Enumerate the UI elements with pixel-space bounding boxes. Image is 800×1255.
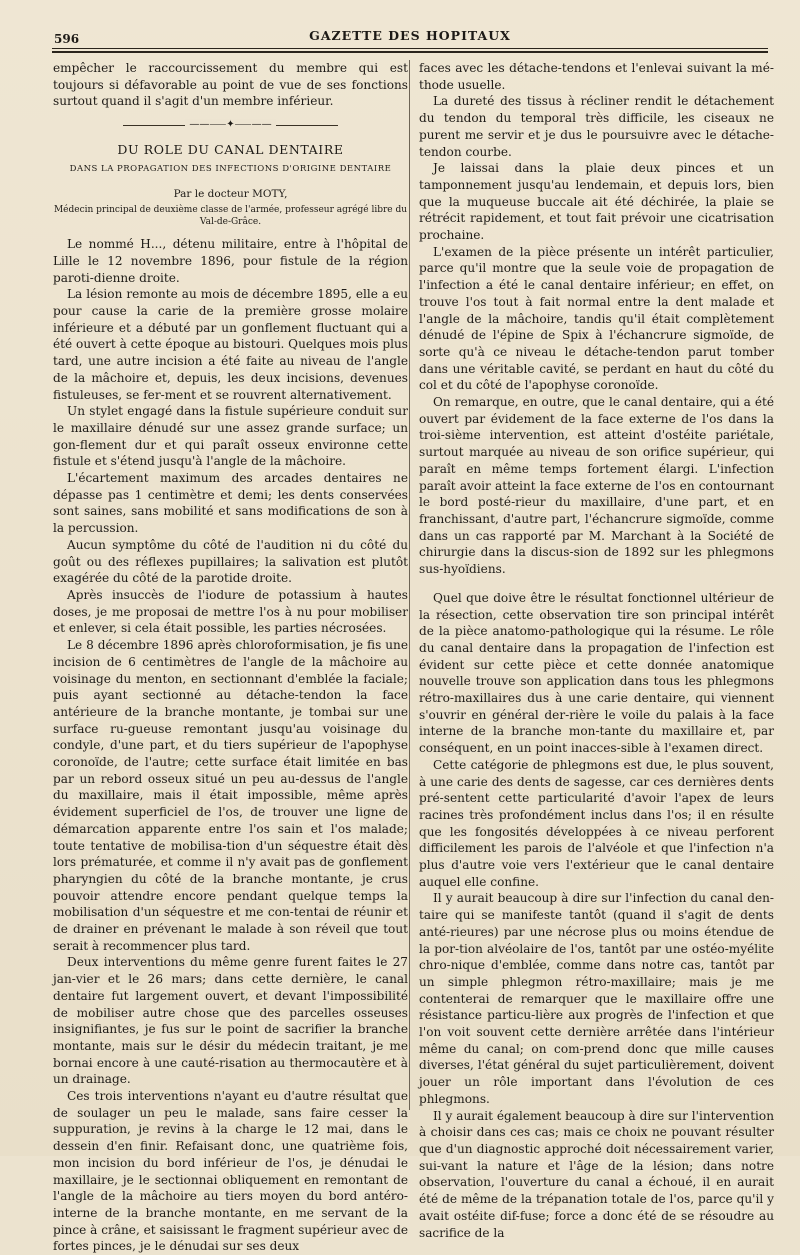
body-paragraph: L'examen de la pièce présente un intérêt particulier, parce qu'il montre que la seule voie de propagation de l'infection a été le canal dentaire inférieur; en effet, on trouve l'os tout à fait normal entre la dent malade et l'angle de la mâchoire, tandis qu'il était complètement dénudé de l'épine de Spix à l'échancrure sigmoïde, de sorte qu'à ce niveau le détache-tendon parut tomber dans une véritable cavité, se perdant en haut du côté du col et du côté de l'apophyse coronoïde.: [419, 244, 774, 393]
body-paragraph: La dureté des tissus à récliner rendit le détachement du tendon du temporal très difficile, les ciseaux ne purent me servir et je dus le poursuivre avec le détache-tendon courbe.: [419, 94, 774, 159]
body-paragraph: L'écartement maximum des arcades dentaires ne dépasse pas 1 centimètre et demi; les dents conservées sont saines, sans mobilité et sans modifications de son à la percussion.: [53, 471, 408, 536]
body-paragraph: Deux interventions du même genre furent faites le 27 jan-vier et le 26 mars; dans cette dernière, le canal dentaire fut largement ouvert, et devant l'impossibilité de mobiliser autre chose que des parcelles osseuses insignifiantes, je fus sur le point de sacrifier la branche montante, mais sur le désir du médecin traitant, je me bornai encore à une cauté-risation au thermocautère et à un drainage.: [53, 955, 408, 1087]
body-paragraph: Quel que doive être le résultat fonctionnel ultérieur de la résection, cette observation tire son principal intérêt de la pièce anatomo-pathologique qui la résume. Le rôle du canal dentaire dans la propagation de l'infection est évident sur cette pièce et cette donnée anatomique nouvelle trouve son application dans tous les phlegmons rétro-maxillaires dus à une carie dentaire, qui viennent s'ouvrir en général der-rière le voile du palais à la face interne de la branche mon-tante du maxillaire et, par conséquent, en un point inacces-sible à l'examen direct.: [419, 590, 774, 756]
body-paragraph: Il y aurait beaucoup à dire sur l'infection du canal den-taire qui se manifeste tantôt (quand il s'agit de dents anté-rieures) par une nécrose plus ou moins étendue de la por-tion alvéolaire de l'os, tantôt par une ostéo-myélite chro-nique d'emblée, comme dans notre cas, tantôt par un simple phlegmon rétro-maxillaire; mais je me contenterai de remarquer que le maxillaire offre une résistance particu-lière aux progrès de l'infection et que l'on voit souvent cette dernière arrêtée dans l'intérieur même du canal; on com-prend donc que mille causes diverses, l'état général du sujet particulièrement, doivent jouer un rôle important dans l'évolution de ces phlegmons.: [419, 891, 774, 1106]
body-paragraph: Le 8 décembre 1896 après chloroformisation, je fis une incision de 6 centimètres de l'angle de la mâchoire au voisinage du menton, en sectionnant d'emblée la faciale; puis ayant sectionné au détache-tendon la face antérieure de la branche montante, je tombai sur une surface ru-gueuse remontant jusqu'au voisinage du condyle, d'une part, et du tiers supérieur de l'apophyse coronoïde, de l'autre; cette surface était limitée en bas par un rebord osseux situé un peu au-dessus de l'angle du maxillaire, mais il était impossible, même après évidement superficiel de l'os, de trouver une ligne de démarcation apparente entre l'os sain et l'os malade; toute tentative de mobilisa-tion d'un séquestre était dès lors prématurée, et comme il n'y avait pas de gonflement pharyngien du côté de la branche montante, je crus pouvoir attendre encore pendant quelque temps la mobilisation d'un séquestre et me con-tentai de réunir et de drainer en prévenant le malade à son réveil que tout serait à recommencer plus tard.: [53, 638, 408, 953]
paragraph-gap: [419, 578, 774, 590]
right-column: [419, 60, 774, 1241]
section-ornament: [53, 120, 408, 132]
header-rule: [52, 48, 768, 49]
body-paragraph: Le nommé H..., détenu militaire, entre à l'hôpital de Lille le 12 novembre 1896, pour fistule de la région paroti-dienne droite.: [53, 237, 408, 285]
body-paragraph: Je laissai dans la plaie deux pinces et un tamponnement jusqu'au lendemain, et depuis lors, bien que la muqueuse buccale ait été déchirée, la plaie se rétrécit rapidement, et tout fait prévoir une cicatrisation prochaine.: [419, 161, 774, 243]
author-title: Médecin principal de deuxième classe de l'armée, professeur agrégé libre du Val-de-Grâce.: [53, 205, 408, 228]
body-paragraph: Un stylet engagé dans la fistule supérieure conduit sur le maxillaire dénudé sur une assez grande surface; un gon-flement dur et qui paraît osseux environne cette fistule et s'étend jusqu'à l'angle de la mâchoire.: [53, 404, 408, 469]
ornament-glyph: ——⸺✦⸺——: [185, 119, 275, 130]
body-paragraph: Il y aurait également beaucoup à dire sur l'intervention à choisir dans ces cas; mais ce choix ne pouvant résulter que d'un diagnostic approché doit nécessairement varier, sui-vant la nature et l'âge de la lésion; dans notre observation, l'ouverture du canal a échoué, il en aurait été de même de la trépanation totale de l'os, parce qu'il y avait ostéite dif-fuse; force a donc été de se résoudre au sacrifice de la: [419, 1108, 774, 1240]
body-paragraph: Cette catégorie de phlegmons est due, le plus souvent, à une carie des dents de sagesse, car ces dernières dents pré-sentent cette particularité d'avoir l'apex de leurs racines très profondément inclus dans l'os; il en résulte que les fongosités développées à ce niveau perforent difficilement les parois de l'alvéole et que l'infection n'a plus d'autre voie vers l'extérieur que le canal dentaire auquel elle confine.: [419, 757, 774, 889]
left-column: [53, 60, 408, 1255]
page-header: [50, 26, 770, 48]
column-divider: [409, 60, 410, 1110]
body-paragraph: Ces trois interventions n'ayant eu d'autre résultat que de soulager un peu le malade, sans faire cesser la suppuration, je revins à la charge le 12 mai, dans le dessein d'en finir. Refaisant donc, une quatrième fois, mon incision du bord inférieur de l'os, je dénudai le maxillaire, je le sectionnai obliquement en remontant de l'angle de la mâchoire au tiers moyen du bord antéro-interne de la branche montante, en me servant de la pince à crâne, et saisissant le fragment supérieur avec de fortes pinces, je le dénudai sur ses deux: [53, 1089, 408, 1254]
body-paragraph: On remarque, en outre, que le canal dentaire, qui a été ouvert par évidement de la face externe de l'os dans la troi-sième intervention, est atteint d'ostéite pariétale, surtout marquée au niveau de son orifice supérieur, qui paraît en même temps fortement élargi. L'infection paraît avoir atteint la face externe de l'os en contournant le bord posté-rieur du maxillaire, d'une part, et en franchissant, d'autre part, l'échancrure sigmoïde, comme dans un cas rapporté par M. Marchant à la Société de chirurgie dans la discus-sion de 1892 sur les phlegmons sus-hyoïdiens.: [419, 395, 774, 577]
body-paragraph: La lésion remonte au mois de décembre 1895, elle a eu pour cause la carie de la première grosse molaire inférieure et a débuté par un gonflement fluctuant qui a été ouvert à cette époque au bistouri. Quelques mois plus tard, une autre incision a été faite au niveau de l'angle de la mâchoire et, depuis, les deux incisions, devenues fistuleuses, se fer-ment et se rouvrent alternativement.: [53, 287, 408, 402]
body-paragraph: Après insuccès de l'iodure de potassium à hautes doses, je me proposai de mettre l'os à nu pour mobiliser et enlever, si cela était possible, les parties nécrosées.: [53, 587, 408, 636]
journal-title: GAZETTE DES HOPITAUX: [309, 28, 511, 43]
body-paragraph: Aucun symptôme du côté de l'audition ni du côté du goût ou des réflexes pupillaires; la salivation est plutôt exagérée du côté de la parotide droite.: [53, 537, 408, 586]
page-number: 596: [54, 32, 80, 46]
article-title: DU ROLE DU CANAL DENTAIRE: [117, 142, 344, 158]
author-line: Par le docteur MOTY,: [173, 187, 288, 200]
header-rule-thick: [52, 51, 768, 53]
intro-paragraph: empêcher le raccourcissement du membre qui est toujours si défavorable au point de vue de ses fonctions surtout quand il s'agit d'un membre inférieur.: [53, 61, 408, 109]
body-paragraph: faces avec les détache-tendons et l'enlevai suivant la mé-thode usuelle.: [419, 61, 774, 92]
article-subtitle: DANS LA PROPAGATION DES INFECTIONS D'ORIGINE DENTAIRE: [69, 163, 392, 174]
